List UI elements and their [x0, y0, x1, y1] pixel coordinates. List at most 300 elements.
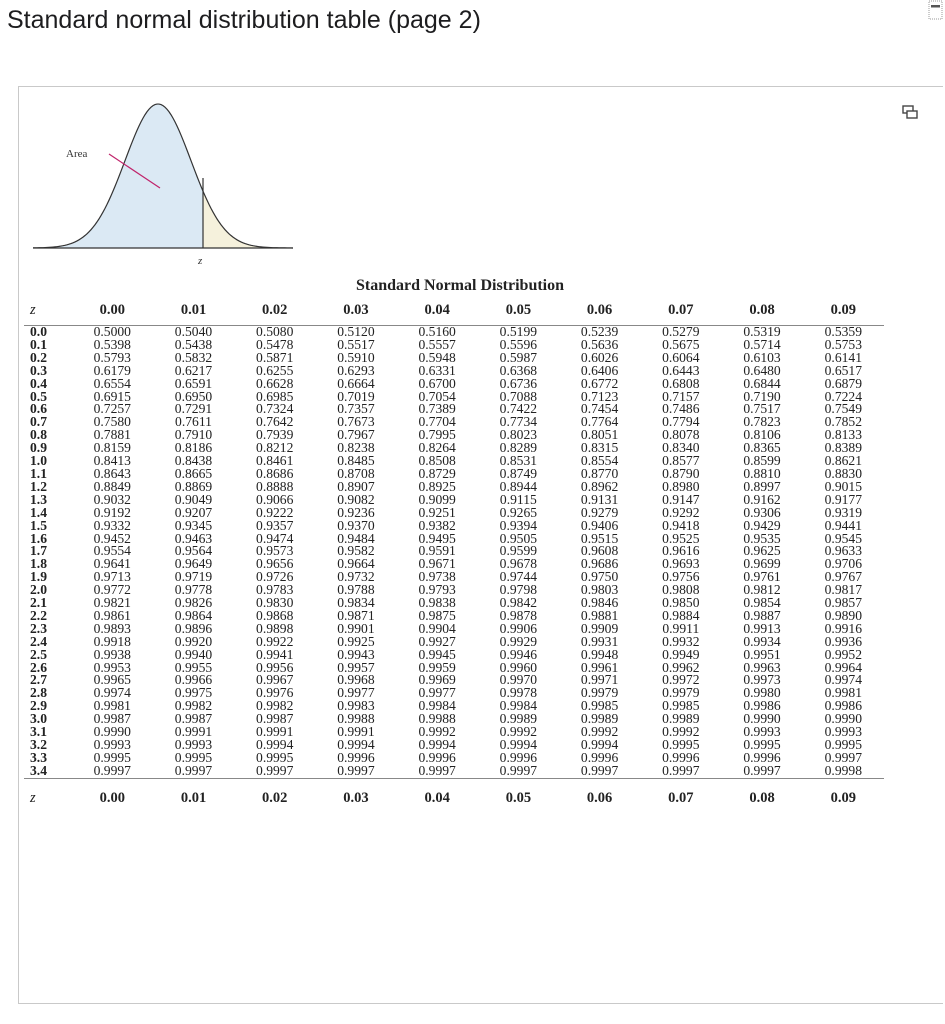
- probability-cell: 0.9147: [662, 491, 700, 507]
- probability-cell: 0.8315: [580, 440, 619, 456]
- probability-cell: 0.9971: [580, 672, 619, 688]
- probability-cell: 0.9750: [580, 569, 619, 585]
- probability-cell: 0.9997: [499, 762, 538, 778]
- z-value-cell: 1.4: [30, 504, 47, 520]
- table-row: [24, 765, 884, 778]
- probability-cell: 0.8159: [93, 440, 131, 456]
- probability-cell: 0.9525: [662, 530, 700, 546]
- probability-cell: 0.5080: [256, 324, 294, 339]
- probability-cell: 0.9991: [256, 724, 294, 740]
- probability-cell: 0.9997: [174, 762, 213, 778]
- probability-cell: 0.6628: [256, 375, 294, 391]
- probability-cell: 0.9875: [418, 607, 456, 623]
- probability-cell: 0.8708: [337, 465, 375, 481]
- probability-cell: 0.9997: [824, 749, 863, 765]
- z-value-cell: 2.5: [30, 646, 47, 662]
- probability-cell: 0.9991: [337, 724, 375, 740]
- column-footer: 0.09: [803, 778, 884, 807]
- probability-cell: 0.5319: [743, 324, 781, 339]
- probability-cell: 0.7794: [662, 414, 700, 430]
- probability-cell: 0.5199: [499, 324, 538, 339]
- probability-cell: 0.6985: [256, 388, 294, 404]
- probability-cell: 0.9693: [662, 556, 700, 572]
- z-value-cell: 0.1: [30, 336, 47, 352]
- probability-cell: 0.9881: [580, 607, 619, 623]
- z-value-cell: 0.0: [30, 324, 47, 339]
- probability-cell: 0.9943: [337, 646, 375, 662]
- probability-cell: 0.9890: [824, 607, 863, 623]
- probability-cell: 0.9505: [499, 530, 538, 546]
- probability-cell: 0.9535: [743, 530, 781, 546]
- probability-cell: 0.9788: [337, 582, 375, 598]
- probability-cell: 0.8888: [256, 478, 294, 494]
- probability-cell: 0.9989: [662, 711, 700, 727]
- probability-cell: 0.8665: [174, 465, 213, 481]
- probability-cell: 0.9995: [824, 737, 863, 752]
- probability-cell: 0.8212: [256, 440, 294, 456]
- probability-cell: 0.9977: [337, 685, 375, 701]
- probability-cell: 0.9981: [824, 685, 863, 701]
- column-footer: 0.05: [478, 778, 559, 807]
- table-caption: Standard Normal Distribution: [356, 277, 565, 294]
- probability-cell: 0.9970: [499, 672, 538, 688]
- probability-cell: 0.9625: [743, 543, 781, 559]
- probability-cell: 0.9732: [337, 569, 375, 585]
- probability-cell: 0.9306: [743, 504, 781, 520]
- probability-cell: 0.9706: [824, 556, 863, 572]
- probability-cell: 0.5438: [174, 336, 213, 352]
- probability-cell: 0.8554: [580, 453, 619, 469]
- probability-cell: 0.7852: [824, 414, 863, 430]
- probability-cell: 0.9591: [418, 543, 456, 559]
- probability-cell: 0.9925: [337, 633, 375, 649]
- probability-cell: 0.9996: [418, 749, 456, 765]
- probability-cell: 0.6950: [174, 388, 213, 404]
- probability-cell: 0.9986: [824, 698, 863, 714]
- probability-cell: 0.7486: [662, 401, 700, 417]
- probability-cell: 0.9953: [93, 659, 131, 675]
- z-value-cell: 0.4: [30, 375, 47, 391]
- column-header: 0.03: [315, 295, 396, 326]
- probability-cell: 0.9959: [418, 659, 456, 675]
- probability-cell: 0.9834: [337, 595, 375, 611]
- probability-cell: 0.5910: [337, 349, 375, 365]
- probability-cell: 0.7324: [256, 401, 294, 417]
- probability-cell: 0.9980: [743, 685, 781, 701]
- probability-cell: 0.9808: [662, 582, 700, 598]
- probability-cell: 0.9982: [256, 698, 294, 714]
- probability-cell: 0.9699: [743, 556, 781, 572]
- probability-cell: 0.9988: [418, 711, 456, 727]
- probability-cell: 0.9192: [93, 504, 131, 520]
- probability-cell: 0.9948: [580, 646, 619, 662]
- probability-cell: 0.9671: [418, 556, 456, 572]
- column-footer: 0.04: [397, 778, 478, 807]
- area-label: Area: [66, 148, 88, 160]
- probability-cell: 0.7054: [418, 388, 456, 404]
- probability-cell: 0.8749: [499, 465, 538, 481]
- probability-cell: 0.9934: [743, 633, 781, 649]
- column-footer: 0.06: [559, 778, 640, 807]
- probability-cell: 0.9452: [93, 530, 131, 546]
- z-value-cell: 2.0: [30, 582, 47, 598]
- popout-icon[interactable]: [902, 105, 918, 119]
- probability-cell: 0.9719: [174, 569, 213, 585]
- probability-cell: 0.9994: [499, 737, 538, 752]
- probability-cell: 0.9969: [418, 672, 456, 688]
- probability-cell: 0.7967: [337, 427, 375, 443]
- probability-cell: 0.8686: [256, 465, 294, 481]
- probability-cell: 0.9936: [824, 633, 863, 649]
- z-value-cell: 2.9: [30, 698, 47, 714]
- probability-cell: 0.7939: [256, 427, 294, 443]
- probability-cell: 0.9394: [499, 517, 538, 533]
- probability-cell: 0.9713: [93, 569, 131, 585]
- probability-cell: 0.9920: [174, 633, 213, 649]
- probability-cell: 0.9997: [662, 762, 700, 778]
- probability-cell: 0.9916: [824, 620, 863, 636]
- probability-cell: 0.8531: [499, 453, 538, 469]
- probability-cell: 0.8810: [743, 465, 781, 481]
- probability-cell: 0.9941: [256, 646, 294, 662]
- probability-cell: 0.8599: [743, 453, 781, 469]
- probability-cell: 0.9979: [662, 685, 700, 701]
- probability-cell: 0.9817: [824, 582, 863, 598]
- probability-cell: 0.6879: [824, 375, 863, 391]
- probability-cell: 0.5557: [418, 336, 456, 352]
- probability-cell: 0.9686: [580, 556, 619, 572]
- probability-cell: 0.9744: [499, 569, 538, 585]
- probability-cell: 0.9997: [337, 762, 375, 778]
- probability-cell: 0.5948: [418, 349, 456, 365]
- probability-cell: 0.9996: [337, 749, 375, 765]
- probability-cell: 0.5987: [499, 349, 538, 365]
- probability-cell: 0.9981: [93, 698, 131, 714]
- probability-cell: 0.9972: [662, 672, 700, 688]
- header-row: [24, 295, 884, 326]
- curve-area-fill: [33, 104, 293, 248]
- probability-cell: 0.6700: [418, 375, 456, 391]
- probability-cell: 0.9993: [824, 724, 863, 740]
- probability-cell: 0.9994: [337, 737, 375, 752]
- probability-cell: 0.9995: [743, 737, 781, 752]
- probability-cell: 0.9887: [743, 607, 781, 623]
- probability-cell: 0.9370: [337, 517, 375, 533]
- probability-cell: 0.9738: [418, 569, 456, 585]
- probability-cell: 0.9608: [580, 543, 619, 559]
- probability-cell: 0.9756: [662, 569, 700, 585]
- probability-cell: 0.9945: [418, 646, 456, 662]
- probability-cell: 0.9898: [256, 620, 294, 636]
- probability-cell: 0.9901: [337, 620, 375, 636]
- probability-cell: 0.9207: [174, 504, 213, 520]
- probability-cell: 0.5239: [580, 324, 619, 339]
- probability-cell: 0.6591: [174, 375, 213, 391]
- column-header: 0.02: [234, 295, 315, 326]
- probability-cell: 0.6217: [174, 362, 213, 378]
- probability-cell: 0.9015: [824, 478, 863, 494]
- probability-cell: 0.9964: [824, 659, 863, 675]
- probability-cell: 0.9977: [418, 685, 456, 701]
- probability-cell: 0.9993: [174, 737, 213, 752]
- probability-cell: 0.8051: [580, 427, 619, 443]
- probability-cell: 0.9997: [418, 762, 456, 778]
- probability-cell: 0.9974: [93, 685, 131, 701]
- probability-cell: 0.9990: [93, 724, 131, 740]
- probability-cell: 0.9989: [499, 711, 538, 727]
- probability-cell: 0.6026: [580, 349, 619, 365]
- probability-cell: 0.9884: [662, 607, 700, 623]
- probability-cell: 0.5279: [662, 324, 700, 339]
- z-value-cell: 0.6: [30, 401, 47, 417]
- probability-cell: 0.9656: [256, 556, 294, 572]
- column-header: 0.07: [640, 295, 721, 326]
- probability-cell: 0.9599: [499, 543, 538, 559]
- z-value-cell: 1.2: [30, 478, 47, 494]
- probability-cell: 0.9913: [743, 620, 781, 636]
- probability-cell: 0.5359: [824, 324, 863, 339]
- probability-cell: 0.9032: [93, 491, 131, 507]
- probability-cell: 0.9963: [743, 659, 781, 675]
- probability-cell: 0.9778: [174, 582, 213, 598]
- z-value-cell: 1.8: [30, 556, 47, 572]
- probability-cell: 0.7123: [580, 388, 619, 404]
- probability-cell: 0.9131: [580, 491, 619, 507]
- probability-cell: 0.9115: [499, 491, 537, 507]
- probability-cell: 0.9838: [418, 595, 456, 611]
- probability-cell: 0.7764: [580, 414, 619, 430]
- probability-cell: 0.9678: [499, 556, 538, 572]
- probability-cell: 0.9997: [93, 762, 131, 778]
- probability-cell: 0.8849: [93, 478, 131, 494]
- probability-cell: 0.5636: [580, 336, 619, 352]
- probability-cell: 0.9983: [337, 698, 375, 714]
- probability-cell: 0.9992: [580, 724, 619, 740]
- probability-cell: 0.9979: [580, 685, 619, 701]
- probability-cell: 0.6141: [824, 349, 863, 365]
- probability-cell: 0.6331: [418, 362, 456, 378]
- probability-cell: 0.9772: [93, 582, 131, 598]
- probability-cell: 0.7257: [93, 401, 131, 417]
- probability-cell: 0.5478: [256, 336, 294, 352]
- probability-cell: 0.9927: [418, 633, 456, 649]
- probability-cell: 0.9441: [824, 517, 863, 533]
- z-value-cell: 2.2: [30, 607, 47, 623]
- probability-cell: 0.9976: [256, 685, 294, 701]
- probability-cell: 0.7454: [580, 401, 619, 417]
- probability-cell: 0.9940: [174, 646, 213, 662]
- probability-cell: 0.9864: [174, 607, 213, 623]
- probability-cell: 0.9951: [743, 646, 781, 662]
- probability-cell: 0.9946: [499, 646, 538, 662]
- probability-cell: 0.9641: [93, 556, 131, 572]
- z-value-cell: 2.7: [30, 672, 47, 688]
- column-footer: 0.03: [315, 778, 396, 807]
- probability-cell: 0.7422: [499, 401, 538, 417]
- probability-cell: 0.9319: [824, 504, 863, 520]
- probability-cell: 0.9279: [580, 504, 619, 520]
- probability-cell: 0.9918: [93, 633, 131, 649]
- probability-cell: 0.9989: [580, 711, 619, 727]
- probability-cell: 0.9082: [337, 491, 375, 507]
- probability-cell: 0.9861: [93, 607, 131, 623]
- probability-cell: 0.8643: [93, 465, 131, 481]
- probability-cell: 0.9726: [256, 569, 294, 585]
- probability-cell: 0.8621: [824, 453, 863, 469]
- column-footer: 0.08: [721, 778, 802, 807]
- window-icon[interactable]: [928, 0, 943, 20]
- probability-cell: 0.8907: [337, 478, 375, 494]
- probability-cell: 0.8770: [580, 465, 619, 481]
- probability-cell: 0.9991: [174, 724, 213, 740]
- footer-row: [24, 778, 884, 807]
- probability-cell: 0.9846: [580, 595, 619, 611]
- column-footer: 0.01: [153, 778, 234, 807]
- probability-cell: 0.9871: [337, 607, 375, 623]
- probability-cell: 0.8508: [418, 453, 456, 469]
- probability-cell: 0.6255: [256, 362, 294, 378]
- probability-cell: 0.9955: [174, 659, 213, 675]
- z-value-cell: 1.7: [30, 543, 47, 559]
- probability-cell: 0.9965: [93, 672, 131, 688]
- probability-cell: 0.9997: [256, 762, 294, 778]
- probability-cell: 0.9893: [93, 620, 131, 636]
- probability-cell: 0.9998: [824, 762, 863, 778]
- probability-cell: 0.9896: [174, 620, 213, 636]
- z-value-cell: 2.8: [30, 685, 47, 701]
- probability-cell: 0.8023: [499, 427, 538, 443]
- probability-cell: 0.9418: [662, 517, 700, 533]
- probability-cell: 0.5160: [418, 324, 456, 339]
- probability-cell: 0.8289: [499, 440, 538, 456]
- column-header: 0.06: [559, 295, 640, 326]
- z-column-header: z: [24, 295, 72, 326]
- probability-cell: 0.9554: [93, 543, 131, 559]
- probability-cell: 0.5596: [499, 336, 538, 352]
- probability-cell: 0.9911: [662, 620, 700, 636]
- probability-cell: 0.7517: [743, 401, 781, 417]
- probability-cell: 0.7157: [662, 388, 700, 404]
- probability-cell: 0.7190: [743, 388, 781, 404]
- probability-cell: 0.9345: [174, 517, 213, 533]
- probability-cell: 0.9812: [743, 582, 781, 598]
- probability-cell: 0.9582: [337, 543, 375, 559]
- z-value-cell: 1.0: [30, 453, 47, 469]
- probability-cell: 0.7549: [824, 401, 863, 417]
- probability-cell: 0.9952: [824, 646, 863, 662]
- probability-cell: 0.9987: [256, 711, 294, 727]
- probability-cell: 0.5832: [174, 349, 213, 365]
- probability-cell: 0.5517: [337, 336, 375, 352]
- probability-cell: 0.5793: [93, 349, 131, 365]
- probability-cell: 0.9995: [256, 749, 294, 765]
- z-value-cell: 1.1: [30, 465, 47, 481]
- probability-cell: 0.7357: [337, 401, 375, 417]
- probability-cell: 0.9292: [662, 504, 700, 520]
- probability-cell: 0.6844: [743, 375, 781, 391]
- probability-cell: 0.9988: [337, 711, 375, 727]
- probability-cell: 0.9992: [499, 724, 538, 740]
- z-value-cell: 2.4: [30, 633, 47, 649]
- probability-cell: 0.8962: [580, 478, 619, 494]
- probability-cell: 0.9251: [418, 504, 456, 520]
- probability-cell: 0.9995: [174, 749, 213, 765]
- probability-cell: 0.9826: [174, 595, 213, 611]
- probability-cell: 0.9545: [824, 530, 863, 546]
- probability-cell: 0.9929: [499, 633, 538, 649]
- probability-cell: 0.9842: [499, 595, 538, 611]
- probability-cell: 0.9099: [418, 491, 456, 507]
- probability-cell: 0.5871: [256, 349, 294, 365]
- probability-cell: 0.8413: [93, 453, 131, 469]
- column-footer: 0.02: [234, 778, 315, 807]
- probability-cell: 0.9850: [662, 595, 700, 611]
- probability-cell: 0.9961: [580, 659, 619, 675]
- z-value-cell: 3.1: [30, 724, 47, 740]
- probability-cell: 0.9975: [174, 685, 213, 701]
- probability-cell: 0.9357: [256, 517, 294, 533]
- probability-cell: 0.9960: [499, 659, 538, 675]
- probability-cell: 0.9990: [824, 711, 863, 727]
- probability-cell: 0.8133: [824, 427, 863, 443]
- probability-cell: 0.8438: [174, 453, 213, 469]
- probability-cell: 0.8577: [662, 453, 700, 469]
- probability-cell: 0.7734: [499, 414, 538, 430]
- probability-cell: 0.9997: [580, 762, 619, 778]
- probability-cell: 0.9996: [743, 749, 781, 765]
- probability-cell: 0.6103: [743, 349, 781, 365]
- z-value-cell: 0.7: [30, 414, 47, 430]
- probability-cell: 0.9830: [256, 595, 294, 611]
- probability-cell: 0.6064: [662, 349, 700, 365]
- probability-cell: 0.8078: [662, 427, 700, 443]
- probability-cell: 0.9987: [93, 711, 131, 727]
- probability-cell: 0.9968: [337, 672, 375, 688]
- probability-cell: 0.7823: [743, 414, 781, 430]
- probability-cell: 0.6736: [499, 375, 538, 391]
- probability-cell: 0.6406: [580, 362, 619, 378]
- z-value-cell: 2.3: [30, 620, 47, 636]
- normal-curve-figure: [33, 96, 298, 276]
- z-column-footer: z: [24, 778, 72, 807]
- z-value-cell: 0.5: [30, 388, 47, 404]
- probability-cell: 0.5398: [93, 336, 131, 352]
- probability-cell: 0.9932: [662, 633, 700, 649]
- probability-cell: 0.9996: [499, 749, 538, 765]
- probability-cell: 0.9664: [337, 556, 375, 572]
- probability-cell: 0.9992: [662, 724, 700, 740]
- probability-cell: 0.9236: [337, 504, 375, 520]
- probability-cell: 0.9987: [174, 711, 213, 727]
- probability-cell: 0.9909: [580, 620, 619, 636]
- column-header: 0.00: [72, 295, 153, 326]
- probability-cell: 0.8389: [824, 440, 863, 456]
- probability-cell: 0.6443: [662, 362, 700, 378]
- probability-cell: 0.8461: [256, 453, 294, 469]
- probability-cell: 0.9484: [337, 530, 375, 546]
- probability-cell: 0.9854: [743, 595, 781, 611]
- probability-cell: 0.9922: [256, 633, 294, 649]
- probability-cell: 0.9956: [256, 659, 294, 675]
- probability-cell: 0.9973: [743, 672, 781, 688]
- probability-cell: 0.7224: [824, 388, 863, 404]
- probability-cell: 0.9984: [418, 698, 456, 714]
- probability-cell: 0.9982: [174, 698, 213, 714]
- probability-cell: 0.7611: [175, 414, 212, 430]
- probability-cell: 0.7088: [499, 388, 538, 404]
- probability-cell: 0.9993: [93, 737, 131, 752]
- probability-cell: 0.9868: [256, 607, 294, 623]
